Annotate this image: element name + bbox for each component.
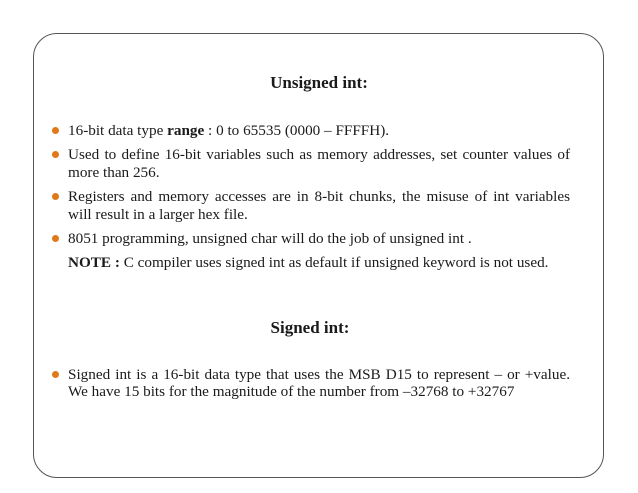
bullet-icon	[52, 127, 59, 134]
note-text: C compiler uses signed int as default if unsigned keyword is not used.	[119, 254, 549, 271]
item-text: Used to define 16-bit variables such as memory addresses, set counter values of more than 256.	[68, 146, 570, 181]
item-text: 16-bit data type	[68, 122, 168, 139]
item-text: Registers and memory accesses are in 8-bit chunks, the misuse of int variables will result in a larger hex file.	[68, 188, 570, 223]
list-item	[52, 188, 570, 223]
item-text: 8051 programming, unsigned char will do the job of unsigned int .	[68, 230, 472, 248]
range-keyword: range	[167, 122, 205, 139]
signed-int-list	[52, 366, 570, 401]
list-item	[52, 230, 570, 247]
note-label: NOTE :	[68, 254, 120, 271]
note-paragraph	[68, 254, 570, 271]
item-text: : 0 to 65535 (0000 – FFFFH).	[204, 122, 390, 139]
signed-int-heading: Signed int:	[270, 318, 350, 337]
list-item	[52, 122, 570, 139]
bullet-icon	[52, 193, 59, 200]
unsigned-int-heading: Unsigned int:	[270, 73, 368, 92]
bullet-icon	[52, 235, 59, 242]
list-item	[52, 366, 570, 401]
list-item	[52, 146, 570, 181]
bullet-icon	[52, 371, 59, 378]
bullet-icon	[52, 151, 59, 158]
unsigned-int-list	[52, 122, 570, 247]
item-text: Signed int is a 16-bit data type that uses the MSB D15 to represent – or +value. We have 15 bits for the magnitude of the number from –32768 to +32767	[68, 366, 570, 401]
